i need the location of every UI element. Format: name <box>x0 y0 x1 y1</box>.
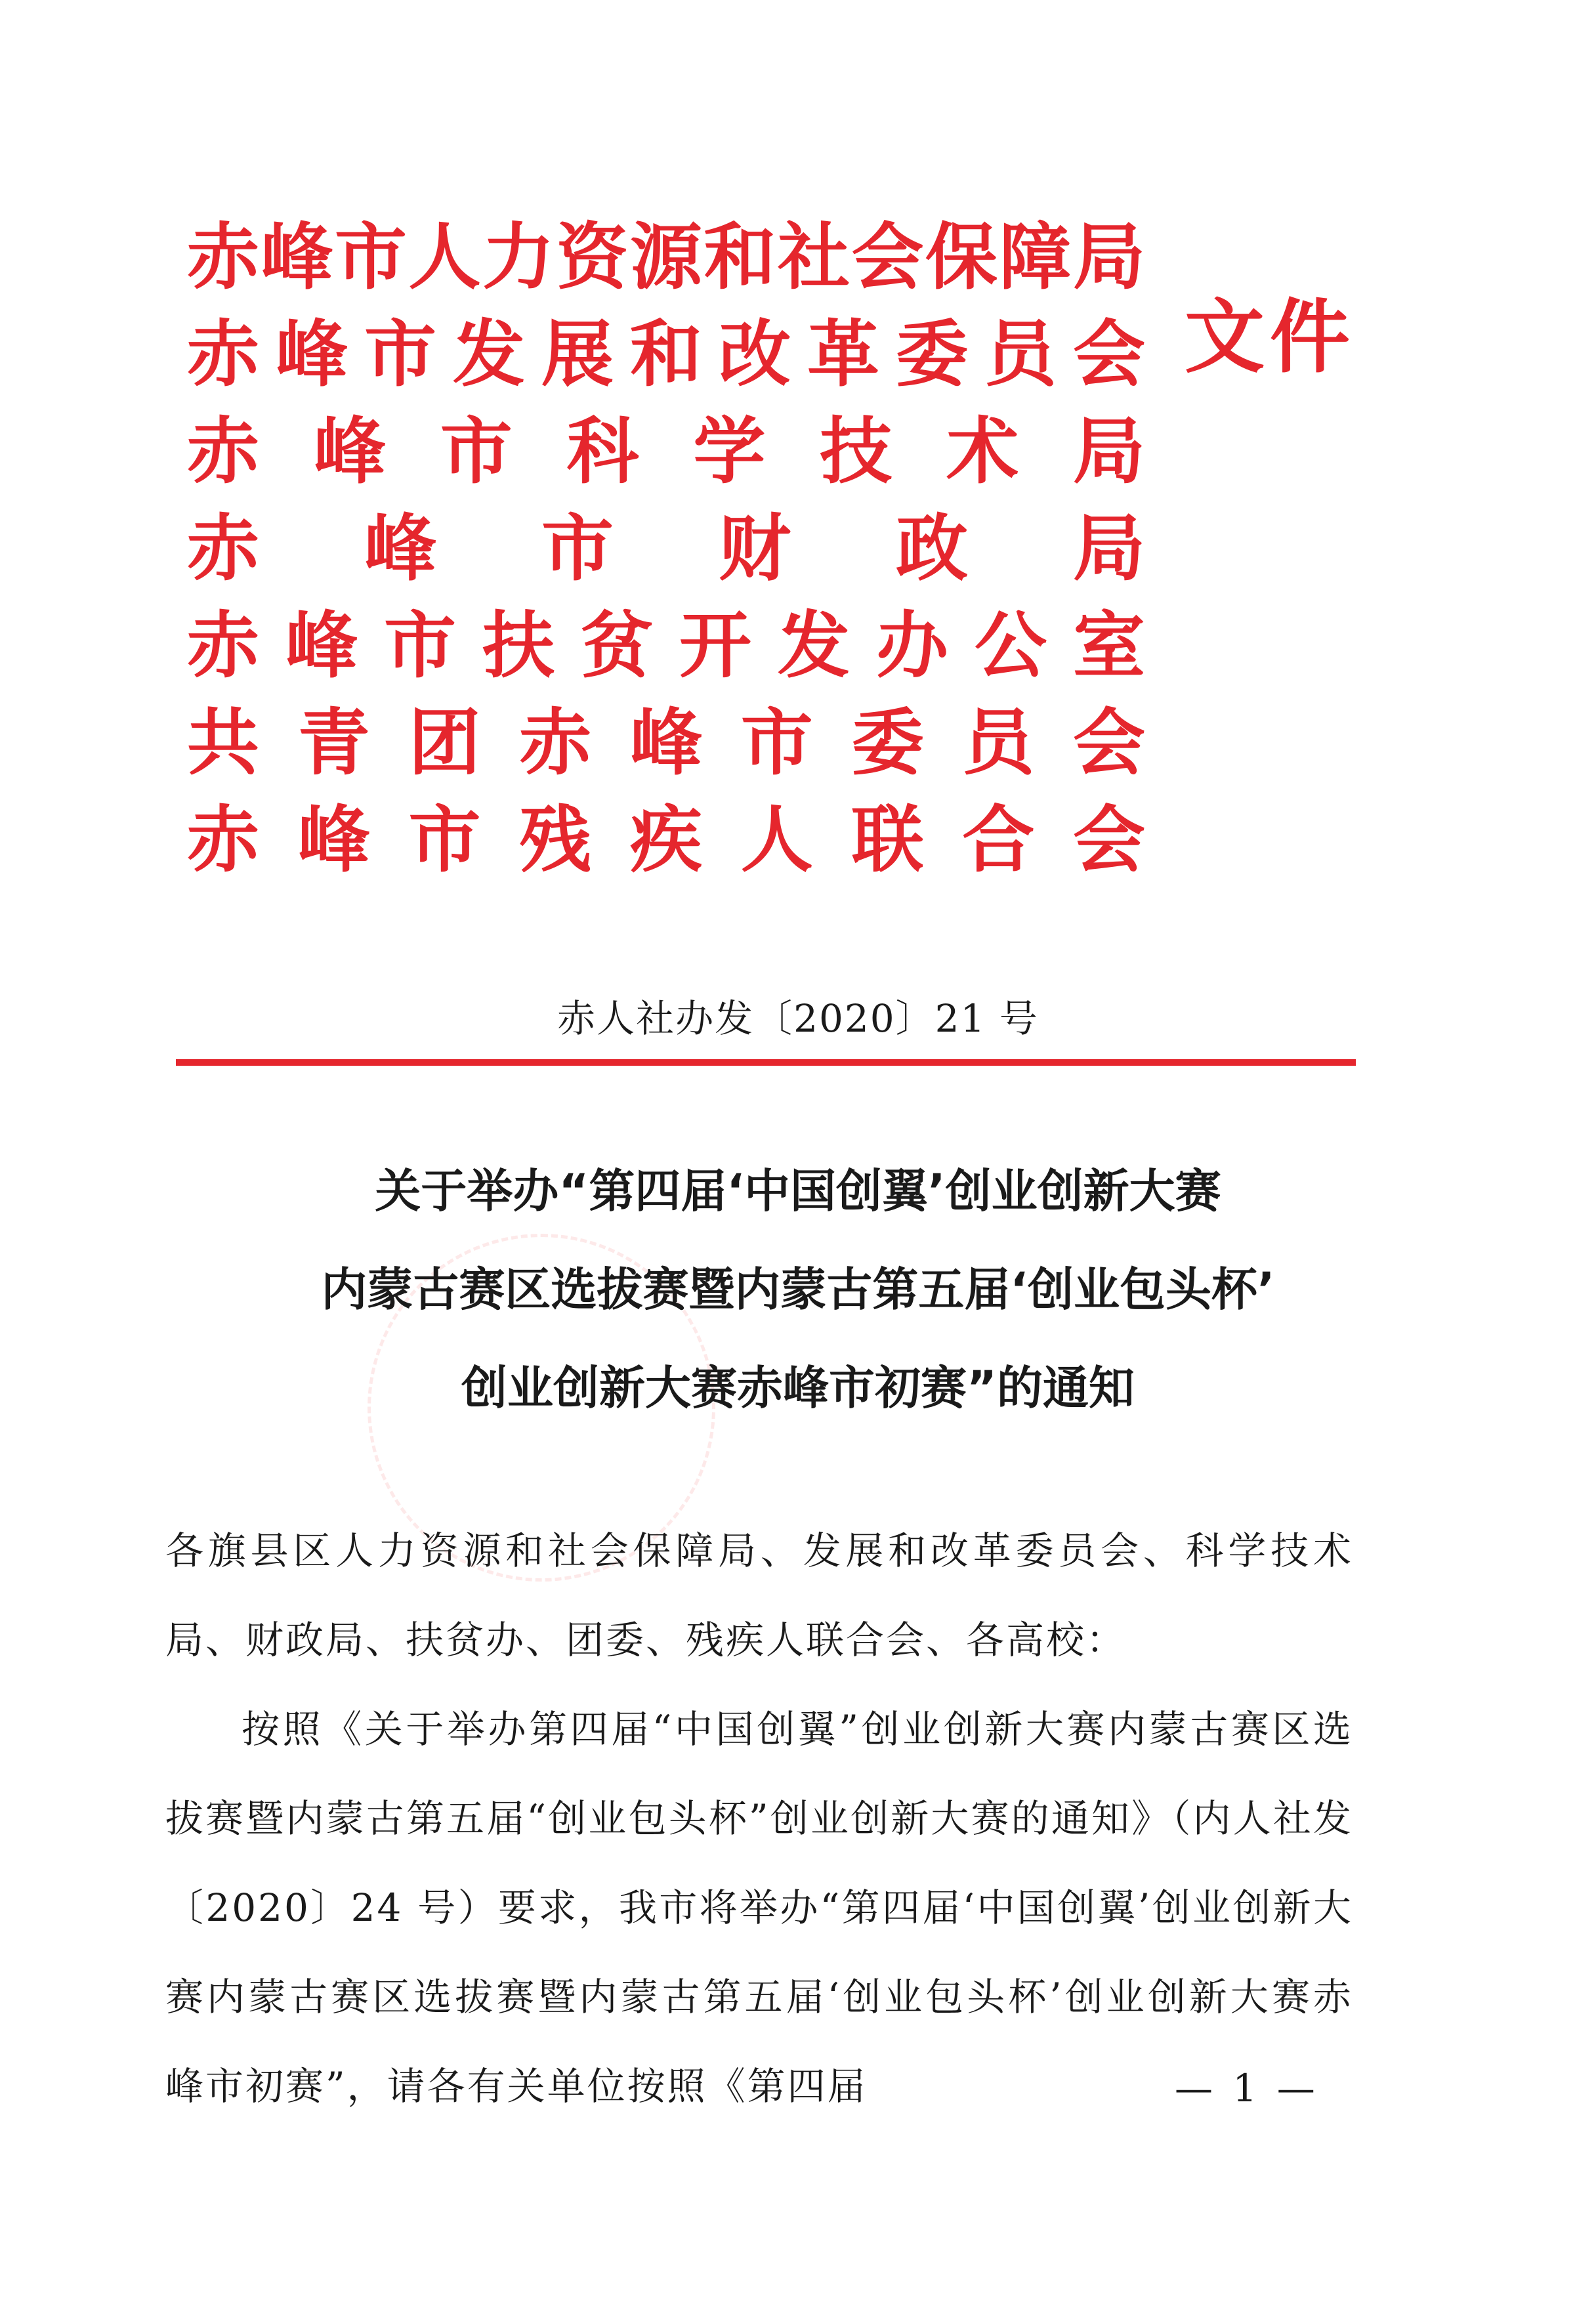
issuer-char: 峰 <box>630 701 702 785</box>
issuer-char: 峰 <box>313 410 386 494</box>
issuer-char: 委 <box>896 312 968 396</box>
issuer-char: 赤 <box>187 604 259 688</box>
issuer-char: 发 <box>453 312 525 396</box>
issuer-line-finance <box>187 500 1145 597</box>
issuer-char: 赤 <box>187 798 259 882</box>
issuer-char: 展 <box>541 312 614 396</box>
issuer-char: 源 <box>630 215 702 299</box>
title-line-3: 创业创新大赛赤峰市初赛”的通知 <box>461 1361 1135 1415</box>
document-suffix-wenjian: 文件 <box>1185 291 1355 384</box>
salutation: 各旗县区人力资源和社会保障局、发展和改革委员会、科学技术局、财政局、扶贫办、团委、残疾人联合会、各高校： <box>165 1528 1353 1662</box>
issuer-char: 障 <box>999 215 1072 299</box>
issuer-char: 会 <box>851 215 924 299</box>
issuer-char: 室 <box>1073 604 1145 688</box>
issuer-line-poverty <box>187 597 1145 694</box>
issuer-char: 市 <box>335 215 407 299</box>
issuer-char: 市 <box>408 798 481 882</box>
issuer-char: 疾 <box>630 798 702 882</box>
issuer-char: 政 <box>896 507 968 591</box>
issuer-char: 技 <box>820 410 892 494</box>
notice-body <box>165 1506 1353 2131</box>
issuer-char: 人 <box>408 215 481 299</box>
notice-title <box>0 1142 1596 1437</box>
issuer-char: 峰 <box>276 312 348 396</box>
issuer-char: 力 <box>482 215 555 299</box>
title-line-2: 内蒙古赛区选拔赛暨内蒙古第五届‘创业包头杯’ <box>321 1263 1275 1316</box>
issuer-char: 会 <box>1073 798 1145 882</box>
title-line-1: 关于举办“第四届‘中国创翼’创业创新大赛 <box>375 1164 1221 1218</box>
issuer-char: 办 <box>876 604 948 688</box>
issuer-char: 局 <box>1073 215 1145 299</box>
issuer-char: 人 <box>740 798 813 882</box>
red-divider-rule <box>176 1059 1356 1066</box>
issuer-char: 团 <box>408 701 481 785</box>
issuer-char: 贫 <box>581 604 653 688</box>
issuer-char: 局 <box>1072 410 1145 494</box>
issuer-char: 局 <box>1073 507 1145 591</box>
issuer-line-youth-league <box>187 694 1145 791</box>
issuer-char: 合 <box>962 798 1035 882</box>
issuer-char: 发 <box>778 604 850 688</box>
issuer-char: 青 <box>297 701 370 785</box>
issuer-char: 峰 <box>297 798 370 882</box>
issuer-char: 会 <box>1073 312 1145 396</box>
issuer-char: 赤 <box>187 215 259 299</box>
issuer-char: 财 <box>719 507 791 591</box>
issuer-char: 科 <box>566 410 639 494</box>
issuer-char: 市 <box>364 312 436 396</box>
issuer-char: 员 <box>984 312 1057 396</box>
issuer-char: 开 <box>679 604 751 688</box>
issuer-char: 学 <box>693 410 766 494</box>
issuer-char: 赤 <box>187 507 259 591</box>
issuer-char: 资 <box>556 215 629 299</box>
issuer-char: 革 <box>807 312 879 396</box>
page-number: — 1 — <box>1175 2066 1319 2110</box>
issuer-char: 峰 <box>285 604 358 688</box>
issuer-char: 委 <box>851 701 924 785</box>
issuer-char: 扶 <box>482 604 555 688</box>
issuer-char: 峰 <box>261 215 333 299</box>
document-number: 赤人社办发〔2020〕21 号 <box>557 996 1039 1041</box>
issuer-char: 峰 <box>364 507 436 591</box>
issuer-line-science <box>187 403 1145 500</box>
issuer-line-ndrc <box>187 306 1145 403</box>
issuer-char: 社 <box>778 215 850 299</box>
issuer-char: 会 <box>1073 701 1145 785</box>
issuer-line-disabled-federation <box>187 791 1145 889</box>
issuer-char: 和 <box>630 312 702 396</box>
issuer-char: 赤 <box>187 312 259 396</box>
issuer-char: 术 <box>946 410 1019 494</box>
body-paragraph-1: 按照《关于举办第四届“中国创翼”创业创新大赛内蒙古赛区选拔赛暨内蒙古第五届“创业包头杯”创业创新大赛的通知》（内人社发〔2020〕24 号）要求，我市将举办“第四届‘中国创翼’创业创新大赛内蒙古赛区选拔赛暨内蒙古第五届‘创业包头杯’创业创新大赛赤峰市初赛”，请各有关单位按照《第四届 <box>165 1707 1353 2109</box>
issuer-char: 和 <box>704 215 776 299</box>
issuer-char: 市 <box>440 410 513 494</box>
issuer-char: 市 <box>541 507 614 591</box>
issuer-char: 员 <box>962 701 1035 785</box>
issuer-char: 共 <box>187 701 259 785</box>
issuer-char: 市 <box>384 604 456 688</box>
issuer-char: 残 <box>519 798 592 882</box>
issuer-char: 赤 <box>187 410 259 494</box>
issuer-char: 改 <box>719 312 791 396</box>
issuer-line-hrss <box>187 209 1145 306</box>
issuer-char: 市 <box>740 701 813 785</box>
issuer-char: 赤 <box>519 701 592 785</box>
issuer-char: 联 <box>851 798 924 882</box>
issuer-char: 保 <box>925 215 998 299</box>
issuer-char: 公 <box>975 604 1047 688</box>
